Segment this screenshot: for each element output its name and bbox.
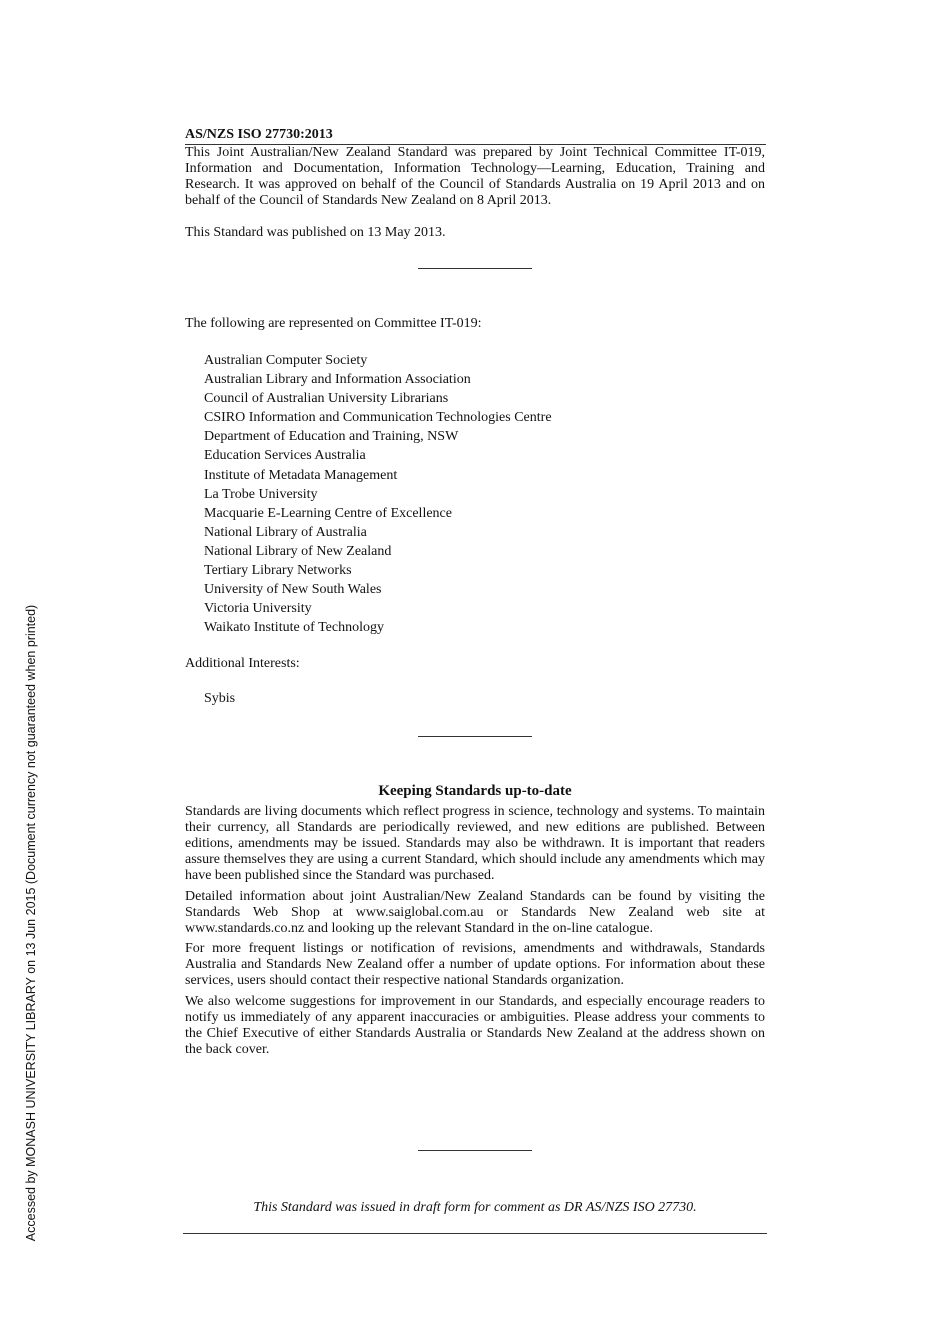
draft-note: This Standard was issued in draft form for comment as DR AS/NZS ISO 27730. xyxy=(253,1200,697,1215)
additional-interest-item: Sybis xyxy=(204,691,236,706)
committee-member: Education Services Australia xyxy=(204,448,366,464)
footer-rule xyxy=(183,1233,767,1234)
additional-interests-heading: Additional Interests: xyxy=(185,656,300,671)
body-paragraph: We also welcome suggestions for improvement in our Standards, and especially encourage readers to notify us immediately of any apparent inaccuracies or ambiguities. Please address your comments to the Chief Executive of either Standards Australia or Standards New Zealand at the address shown on the back cover. xyxy=(185,993,765,1057)
committee-member: University of New South Wales xyxy=(204,582,382,598)
committee-member: CSIRO Information and Communication Technologies Centre xyxy=(204,410,552,426)
committee-member-list xyxy=(204,351,552,637)
committee-intro: The following are represented on Committee IT-019: xyxy=(185,316,482,331)
section-divider xyxy=(418,268,532,269)
committee-member: Macquarie E-Learning Centre of Excellence xyxy=(204,505,452,521)
keeping-standards-title: Keeping Standards up-to-date xyxy=(378,783,572,799)
section-divider xyxy=(418,1150,532,1151)
committee-member: Institute of Metadata Management xyxy=(204,467,398,483)
committee-member: National Library of Australia xyxy=(204,524,367,540)
committee-member: Australian Computer Society xyxy=(204,353,368,368)
committee-member: Department of Education and Training, NSW xyxy=(204,429,459,445)
keeping-standards-body xyxy=(185,804,765,1062)
committee-member: Victoria University xyxy=(204,601,312,617)
body-paragraph: Standards are living documents which reflect progress in science, technology and systems. To maintain their currency, all Standards are periodically reviewed, and new editions are published. Between editions, amendments may be issued. Standards may also be withdrawn. It is important that readers assure themselves they are using a current Standard, which should include any amendments which may have been published since the Standard was purchased. xyxy=(185,804,765,883)
body-paragraph: Detailed information about joint Australian/New Zealand Standards can be found by visiting the Standards Web Shop at www.saiglobal.com.au or Standards New Zealand web site at www.standards.co.nz and looking up the relevant Standard in the on-line catalogue. xyxy=(185,888,765,936)
committee-member: National Library of New Zealand xyxy=(204,543,392,559)
body-paragraph: For more frequent listings or notification of revisions, amendments and withdrawals, Standards Australia and Standards New Zealand offer a number of update options. For information about these services, users should contact their respective national Standards organization. xyxy=(185,941,765,988)
access-watermark: Accessed by MONASH UNIVERSITY LIBRARY on 13 Jun 2015 (Document currency not guaranteed when printed) xyxy=(24,604,38,1242)
committee-member: Tertiary Library Networks xyxy=(204,563,352,579)
section-divider xyxy=(418,736,532,737)
standard-identifier: AS/NZS ISO 27730:2013 xyxy=(185,127,333,142)
publication-line: This Standard was published on 13 May 2013. xyxy=(185,225,446,240)
committee-member: Waikato Institute of Technology xyxy=(204,620,384,636)
preparation-paragraph: This Joint Australian/New Zealand Standard was prepared by Joint Technical Committee IT-019, Information and Documentation, Information Technology—Learning, Education, Training and Research. It was approved on behalf of the Council of Standards Australia on 19 April 2013 and on behalf of the Council of Standards New Zealand on 8 April 2013. xyxy=(185,145,765,208)
committee-member: La Trobe University xyxy=(204,486,318,502)
committee-member: Council of Australian University Librarians xyxy=(204,391,449,407)
committee-member: Australian Library and Information Association xyxy=(204,372,471,388)
